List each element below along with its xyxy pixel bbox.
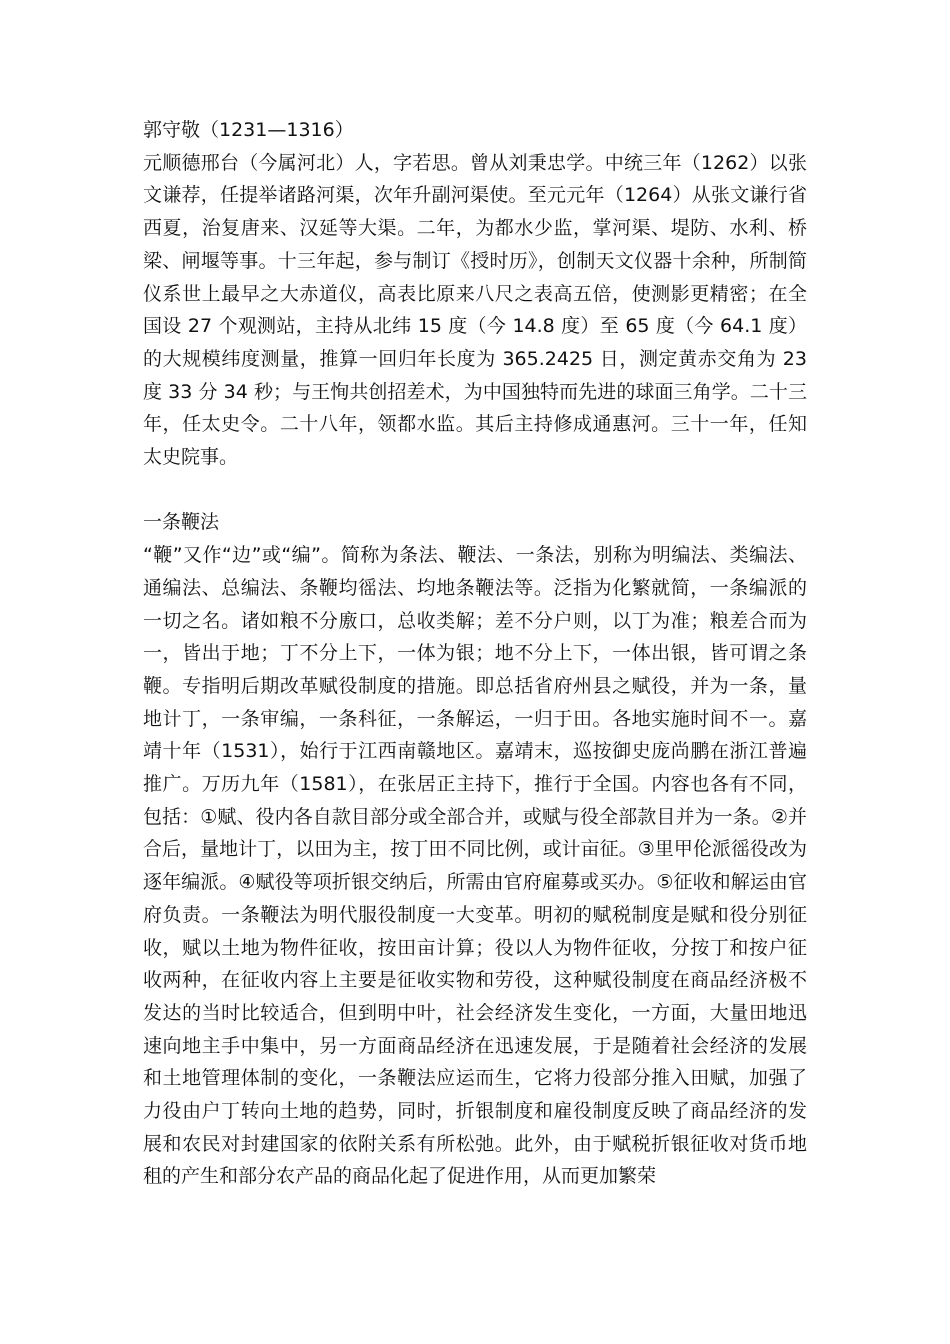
document-content [143,114,807,1193]
section-single-whip-law [143,506,807,1193]
section-body: “鞭”又作“边”或“编”。简称为条法、鞭法、一条法，别称为明编法、类编法、通编法、总编法、条鞭均徭法、均地条鞭法等。泛指为化繁就简，一条编派的一切之名。诸如粮不分廒口，总收类解；差不分户则，以丁为准；粮差合而为一，皆出于地；丁不分上下，一体为银；地不分上下，一体出银，皆可谓之条鞭。专指明后期改革赋役制度的措施。即总括省府州县之赋役，并为一条，量地计丁，一条审编，一条科征，一条解运，一归于田。各地实施时间不一。嘉靖十年（1531），始行于江西南赣地区。嘉靖末，巡按御史庞尚鹏在浙江普遍推广。万历九年（1581），在张居正主持下，推行于全国。内容也各有不同，包括：①赋、役内各自款目部分或全部合并，或赋与役全部款目并为一条。②并合后，量地计丁，以田为主，按丁田不同比例，或计亩征。③里甲伦派徭役改为逐年编派。④赋役等项折银交纳后，所需由官府雇募或买办。⑤征收和解运由官府负责。一条鞭法为明代服役制度一大变革。明初的赋税制度是赋和役分别征收，赋以土地为物件征收，按田亩计算；役以人为物件征收，分按丁和按户征收两种，在征收内容上主要是征收实物和劳役，这种赋役制度在商品经济极不发达的当时比较适合，但到明中叶，社会经济发生变化，一方面，大量田地迅速向地主手中集中，另一方面商品经济在迅速发展，于是随着社会经济的发展和土地管理体制的变化，一条鞭法应运而生，它将力役部分推入田赋，加强了力役由户丁转向土地的趋势，同时，折银制度和雇役制度反映了商品经济的发展和农民对封建国家的依附关系有所松弛。此外，由于赋税折银征收对货币地租的产生和部分农产品的商品化起了促进作用，从而更加繁荣 [143,544,807,1188]
section-title: 一条鞭法 [143,511,220,534]
section-guo-shoujing [143,114,807,474]
section-title: 郭守敬（1231—1316） [143,119,354,141]
section-body: 元顺德邢台（今属河北）人，字若思。曾从刘秉忠学。中统三年（1262）以张文谦荐，任提举诸路河渠，次年升副河渠使。至元元年（1264）从张文谦行省西夏，治复唐来、汉延等大渠。二年，为都水少监，掌河渠、堤防、水利、桥梁、闸堰等事。十三年起，参与制订《授时历》，创制天文仪器十余种，所制简仪系世上最早之大赤道仪，高表比原来八尺之表高五倍，使测影更精密；在全国设 27 个观测站，主持从北纬 15 度（今 14.8 度）至 65 度（今 64.1 度）的大规模纬度测量，推算一回归年长度为 365.2425 日，测定黄赤交角为 23 度 33 分 34 秒；与王恂共创招差术，为中国独特而先进的球面三角学。二十三年，任太史令。二十八年，领都水监。其后主持修成通惠河。三十一年，任知太史院事。 [143,151,807,469]
